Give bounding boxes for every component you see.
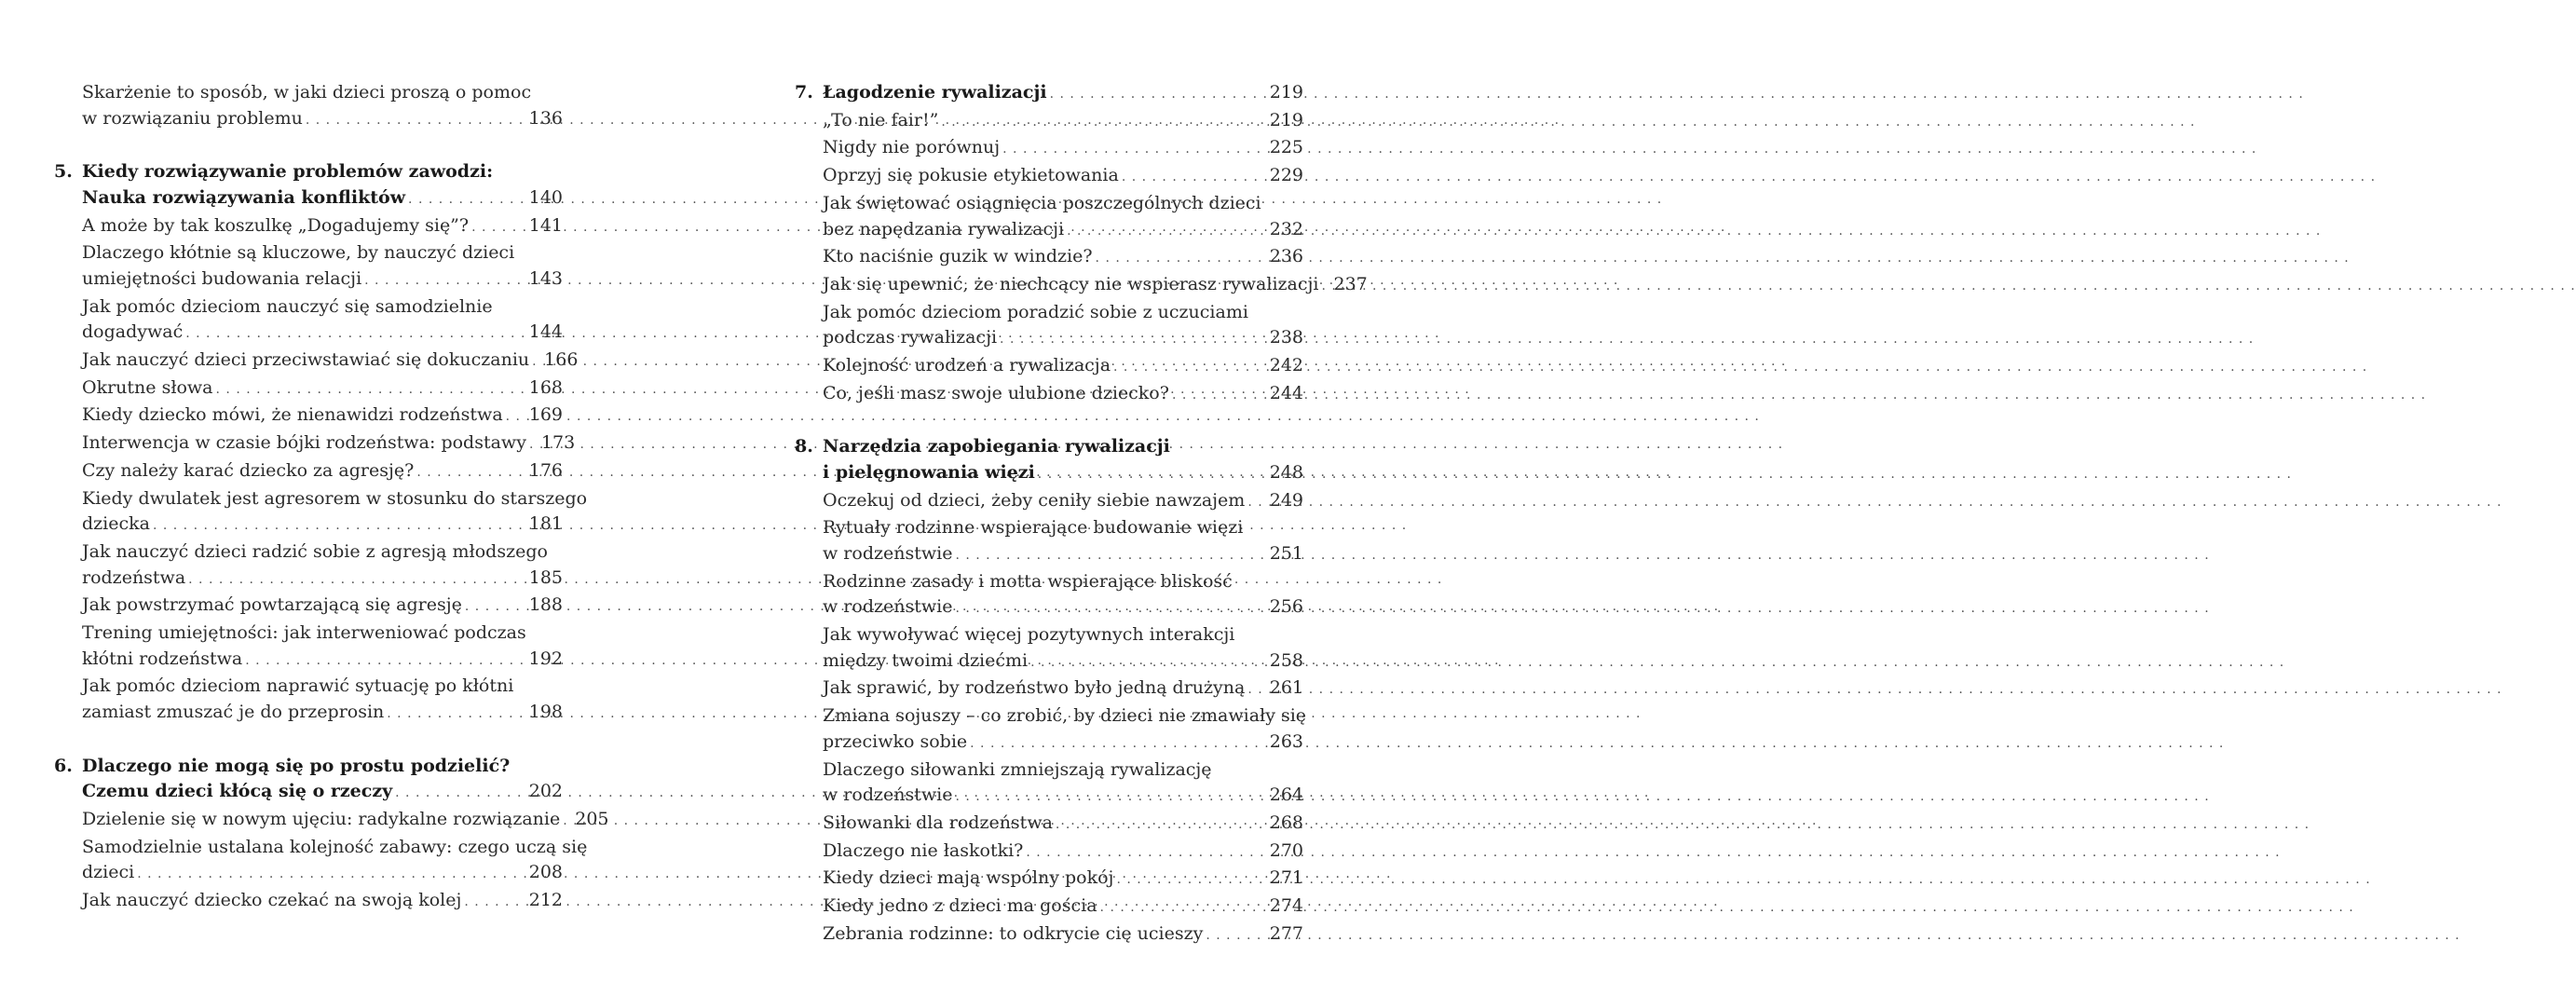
toc-page-number: 181 (528, 513, 563, 535)
toc-page-number: 198 (528, 702, 563, 723)
toc-entry-line (823, 622, 1303, 648)
toc-entry-text: Zmiana sojuszy – co zrobić, by dzieci nie zmawiały się (823, 705, 1307, 727)
toc-entry-line (82, 185, 563, 213)
toc-page-number: 208 (528, 862, 563, 883)
dot-leader (387, 702, 525, 728)
toc-entry-line (823, 675, 1303, 703)
toc-entry-line (823, 515, 1303, 541)
chapter-block (795, 434, 1307, 948)
toc-page-number: 219 (1269, 82, 1303, 102)
toc-entry-line (82, 539, 563, 566)
toc-entry[interactable] (823, 839, 1303, 866)
toc-entry-line (82, 566, 563, 594)
dot-leader (1026, 840, 1266, 866)
toc-page-number: 185 (528, 566, 563, 588)
toc-entry[interactable] (82, 674, 563, 727)
toc-entry-line (823, 163, 1303, 191)
toc-entry-line (823, 921, 1303, 949)
toc-entry-line (82, 294, 563, 321)
dot-leader (529, 432, 538, 458)
toc-entry-text: dzieci (82, 862, 135, 883)
left-chapters (54, 159, 609, 916)
chapter-title[interactable] (82, 754, 563, 807)
dot-leader (1100, 895, 1267, 921)
toc-entry-text: Rytuały rodzinne wspierające budowanie więzi (823, 517, 1244, 539)
toc-entry[interactable] (823, 894, 1303, 921)
toc-entry-line (823, 703, 1307, 730)
toc-entry-text: Kolejność urodzeń a rywalizacja (823, 355, 1111, 376)
toc-entry-line (823, 757, 1303, 784)
dot-leader (1056, 812, 1267, 839)
toc-entry-text: Jak sprawić, by rodzeństwo było jedną drużyną (823, 677, 1246, 699)
toc-page-number: 251 (1269, 542, 1303, 564)
toc-entry[interactable] (823, 866, 1303, 894)
toc-entry[interactable] (823, 703, 1307, 757)
toc-entry-text: A może by tak koszulkę „Dogadujemy się”? (82, 214, 470, 236)
dot-leader (1002, 137, 1267, 163)
toc-entry-text: Czy należy karać dziecko za agresję? (82, 459, 415, 481)
toc-entry[interactable] (823, 272, 1368, 300)
dot-leader (1122, 165, 1267, 191)
right-page (795, 80, 1368, 948)
dot-leader (1116, 867, 1266, 894)
toc-entry-text: Trening umiejętności: jak interweniować podczas (82, 622, 526, 644)
toc-page-number: 271 (1269, 867, 1303, 889)
toc-page-number: 268 (1269, 812, 1303, 833)
toc-entry[interactable] (823, 300, 1303, 353)
toc-page-number: 244 (1269, 382, 1303, 403)
dot-leader (1000, 327, 1267, 353)
toc-entry[interactable] (823, 569, 1303, 622)
dot-leader (1247, 677, 1266, 703)
toc-entry-text: Jak powstrzymać powtarzającą się agresję (82, 594, 462, 616)
toc-entry-line (82, 807, 609, 835)
toc-entry-text: Jak pomóc dzieciom poradzić sobie z uczuciami (823, 301, 1248, 322)
toc-entry[interactable] (82, 375, 563, 403)
toc-entry-line (82, 106, 563, 134)
dot-leader (153, 513, 526, 539)
toc-entry[interactable] (823, 244, 1303, 272)
dot-leader (465, 594, 526, 621)
toc-entry-text: Jak nauczyć dzieci radzić sobie z agresją młodszego (82, 540, 548, 562)
toc-page-number: 168 (528, 376, 563, 398)
toc-page-number: 242 (1269, 355, 1303, 376)
toc-entry[interactable] (82, 80, 563, 133)
chapter-title-text: i pielęgnowania więzi (823, 461, 1035, 483)
toc-entry-line (823, 191, 1303, 217)
chapter-number: 7. (795, 82, 813, 102)
toc-entry[interactable] (823, 108, 1303, 136)
toc-entry-line (823, 783, 1303, 811)
toc-entry-line (82, 320, 563, 348)
toc-entry-line (823, 839, 1303, 866)
toc-entry-line (823, 894, 1303, 921)
toc-entry[interactable] (82, 539, 563, 593)
toc-page-number: 258 (1269, 649, 1303, 671)
toc-entry-line (82, 593, 563, 621)
toc-entry-text: Dlaczego siłowanki zmniejszają rywalizację (823, 758, 1212, 780)
dot-leader (364, 268, 526, 294)
dot-leader (1321, 274, 1330, 300)
toc-entry-text: dziecka (82, 513, 150, 535)
toc-page-number: 188 (528, 594, 563, 616)
toc-entry-text: bez napędzania rywalizacji (823, 218, 1065, 239)
toc-entry-line (823, 569, 1303, 595)
toc-entry-line (823, 866, 1303, 894)
toc-entry-line (82, 486, 588, 512)
dot-leader (1038, 462, 1267, 488)
toc-entry-line (82, 375, 563, 403)
dot-leader (1172, 383, 1267, 409)
toc-page-number: 144 (528, 321, 563, 343)
toc-entry-line (823, 434, 1303, 460)
toc-page-number: 176 (528, 459, 563, 481)
dot-leader (416, 460, 525, 486)
chapter-title-text: Nauka rozwiązywania konfliktów (82, 186, 406, 208)
toc-entry[interactable] (823, 163, 1303, 191)
chapter-number: 6. (54, 755, 73, 776)
toc-page-number: 169 (528, 404, 563, 426)
toc-page-number: 202 (528, 781, 563, 802)
toc-entry-line (823, 594, 1303, 622)
toc-entry[interactable] (82, 402, 563, 430)
toc-entry[interactable] (82, 348, 579, 375)
toc-entry-line (82, 430, 576, 458)
toc-entry-line (82, 700, 563, 728)
toc-entry-line (82, 348, 579, 375)
toc-entry-text: Okrutne słowa (82, 376, 213, 398)
toc-entry-text: Dlaczego nie łaskotki? (823, 839, 1024, 861)
toc-page-number: 140 (528, 186, 563, 208)
dot-leader (1050, 82, 1267, 108)
toc-page-number: 219 (1269, 109, 1303, 130)
toc-entry-line (823, 541, 1303, 569)
toc-entry-text: Rodzinne zasady i motta wspierające bliskość (823, 570, 1233, 592)
toc-entry[interactable] (823, 622, 1303, 675)
dot-leader (245, 648, 525, 675)
dot-leader (188, 567, 526, 594)
toc-entry-line (823, 381, 1303, 409)
dot-leader (1030, 650, 1267, 676)
toc-entry-line (82, 402, 563, 430)
toc-entry[interactable] (82, 593, 563, 621)
toc-entry[interactable] (823, 921, 1303, 949)
left-page (54, 80, 609, 916)
dot-leader (955, 785, 1266, 811)
toc-entry-text: Oczekuj od dzieci, żeby ceniły siebie nawzajem (823, 489, 1246, 511)
toc-entry[interactable] (82, 213, 563, 241)
toc-entry-line (823, 648, 1303, 676)
toc-page-number: 225 (1269, 137, 1303, 158)
chapter-title-text: Czemu dzieci kłócą się o rzeczy (82, 781, 393, 802)
toc-entry-text: w rodzeństwie (823, 596, 953, 618)
toc-entry[interactable] (823, 488, 1303, 516)
toc-page-number: 277 (1269, 922, 1303, 944)
toc-entry-text: Kiedy jedno z dzieci ma gościa (823, 895, 1097, 917)
toc-entry-line (82, 647, 563, 675)
toc-entry[interactable] (823, 811, 1303, 839)
toc-entry-line (82, 458, 563, 486)
dot-leader (216, 377, 526, 403)
toc-entry-text: w rozwiązaniu problemu (82, 107, 303, 129)
toc-entry-line (82, 512, 563, 539)
toc-page-number: 229 (1269, 165, 1303, 186)
chapter-title-text: Dlaczego nie mogą się po prostu podzielić? (82, 755, 511, 776)
toc-entry[interactable] (82, 835, 588, 888)
dot-leader (506, 404, 526, 430)
dot-leader (395, 781, 526, 807)
right-chapters (795, 80, 1368, 948)
toc-entry-line (82, 621, 563, 647)
toc-entry-line (823, 488, 1303, 516)
toc-entry-line (823, 217, 1303, 245)
toc-entry-line (823, 353, 1303, 381)
toc-entry-text: przeciwko sobie (823, 730, 968, 752)
toc-entry-text: Dzielenie się w nowym ujęciu: radykalne rozwiązanie (82, 808, 561, 829)
toc-entry[interactable] (82, 458, 563, 486)
continuation-block (54, 80, 563, 133)
toc-entry-text: Dlaczego kłótnie są kluczowe, by nauczyć dzieci (82, 242, 515, 264)
chapter-block (54, 159, 588, 728)
toc-entry-line (82, 860, 563, 888)
toc-entry[interactable] (823, 135, 1303, 163)
toc-page-number: 263 (1269, 730, 1303, 752)
dot-leader (471, 215, 526, 241)
toc-page-number: 136 (528, 107, 563, 129)
toc-entry-text: „To nie fair!” (823, 109, 939, 130)
toc-entry-text: Jak się upewnić, że niechcący nie wspierasz rywalizacji (823, 273, 1319, 294)
toc-page-number: 205 (575, 808, 609, 829)
toc-entry[interactable] (82, 888, 563, 916)
chapter-title[interactable] (823, 80, 1303, 108)
toc-entry-line (82, 213, 563, 241)
dot-leader (306, 108, 526, 134)
toc-entry-text: Oprzyj się pokusie etykietowania (823, 165, 1119, 186)
chapter-number: 5. (54, 161, 73, 183)
dot-leader (532, 349, 541, 375)
toc-page-number: 264 (1269, 785, 1303, 806)
toc-entry-text: Jak pomóc dzieciom naprawić sytuację po kłótni (82, 675, 514, 697)
dot-leader (1067, 219, 1267, 245)
toc-page-number: 141 (528, 214, 563, 236)
toc-entry[interactable] (82, 807, 609, 835)
toc-entry-text: Zebrania rodzinne: to odkrycie cię ucieszy (823, 922, 1204, 944)
toc-page-number: 238 (1269, 327, 1303, 348)
chapter-title[interactable] (823, 434, 1303, 487)
toc-entry-text: Nigdy nie porównuj (823, 137, 1001, 158)
toc-entry-text: Jak nauczyć dziecko czekać na swoją kolej (82, 890, 462, 911)
chapter-title-text: Kiedy rozwiązywanie problemów zawodzi: (82, 161, 494, 183)
toc-entry[interactable] (823, 191, 1303, 244)
toc-page-number: 232 (1269, 218, 1303, 239)
dot-leader (970, 731, 1267, 757)
chapter-title[interactable] (82, 159, 563, 212)
toc-entry-text: Kiedy dwulatek jest agresorem w stosunku do starszego (82, 487, 588, 509)
toc-entry[interactable] (823, 757, 1303, 811)
toc-entry-text: Siłowanki dla rodzeństwa (823, 812, 1053, 833)
toc-entry-text: kłótni rodzeństwa (82, 648, 243, 669)
toc-entry-line (82, 835, 588, 861)
toc-entry-line (823, 300, 1303, 326)
toc-entry-line (82, 159, 563, 185)
toc-entry-line (82, 754, 563, 780)
toc-entry-text: Jak wywoływać więcej pozytywnych interakcji (823, 624, 1235, 646)
toc-entry-line (823, 244, 1303, 272)
dot-leader (563, 809, 572, 835)
toc-page-number: 248 (1269, 461, 1303, 483)
toc-entry-line (82, 240, 563, 266)
toc-page-number: 166 (544, 349, 579, 371)
chapter-block (795, 80, 1368, 408)
toc-entry-text: Kiedy dzieci mają wspólny pokój (823, 867, 1114, 889)
toc-entry-line (823, 730, 1303, 757)
toc-entry[interactable] (823, 353, 1303, 381)
chapter-title-text: Narzędzia zapobiegania rywalizacji (823, 436, 1170, 457)
toc-entry-line (823, 80, 1303, 108)
toc-entry[interactable] (82, 430, 576, 458)
toc-page-number: 261 (1269, 677, 1303, 699)
toc-entry-text: podczas rywalizacji (823, 327, 998, 348)
toc-entry-text: Kiedy dziecko mówi, że nienawidzi rodzeństwa (82, 404, 503, 426)
toc-entry-line (823, 460, 1303, 488)
toc-entry-text: umiejętności budowania relacji (82, 267, 362, 289)
dot-leader (1247, 490, 1266, 516)
toc-entry-line (823, 108, 1303, 136)
dot-leader (137, 862, 526, 888)
toc-entry-text: zamiast zmuszać je do przeprosin (82, 702, 385, 723)
toc-entry-text: Interwencja w czasie bójki rodzeństwa: podstawy (82, 432, 526, 454)
toc-page-number: 274 (1269, 895, 1303, 917)
dot-leader (1113, 355, 1267, 381)
toc-entry-text: Jak nauczyć dzieci przeciwstawiać się dokuczaniu (82, 349, 530, 371)
toc-entry-text: w rodzeństwie (823, 542, 953, 564)
toc-entry-line (82, 80, 563, 106)
toc-page-number: 256 (1269, 596, 1303, 618)
dot-leader (408, 187, 526, 213)
toc-page-number: 249 (1269, 489, 1303, 511)
toc-entry-text: w rodzeństwie (823, 785, 953, 806)
toc-entry-text: Skarżenie to sposób, w jaki dzieci proszą o pomoc (82, 82, 532, 102)
toc-entry[interactable] (823, 675, 1303, 703)
toc-entry[interactable] (823, 515, 1303, 568)
toc-entry-text: Co, jeśli masz swoje ulubione dziecko? (823, 382, 1169, 403)
dot-leader (1206, 923, 1266, 949)
dot-leader (941, 110, 1266, 136)
toc-entry-text: Kto naciśnie guzik w windzie? (823, 246, 1093, 267)
chapter-number: 8. (795, 436, 813, 457)
chapter-block (54, 754, 609, 916)
toc-entry-line (823, 325, 1303, 353)
chapter-title-text: Łagodzenie rywalizacji (823, 82, 1047, 102)
toc-entry-line (82, 266, 563, 294)
dot-leader (185, 321, 526, 348)
toc-entry-line (82, 888, 563, 916)
toc-entry-line (82, 674, 563, 700)
toc-page-number: 212 (528, 890, 563, 911)
toc-entry[interactable] (823, 381, 1303, 409)
toc-page-number: 173 (540, 432, 576, 454)
toc-entry-text: Jak pomóc dzieciom nauczyć się samodzielnie (82, 295, 493, 317)
dot-leader (955, 596, 1266, 622)
toc-entry-line (823, 135, 1303, 163)
toc-page-number: 192 (528, 648, 563, 669)
toc-entry[interactable] (82, 240, 563, 293)
toc-entry-line (823, 811, 1303, 839)
toc-entry-text: Samodzielnie ustalana kolejność zabawy: czego uczą się (82, 836, 588, 857)
dot-leader (464, 890, 525, 916)
toc-page-number: 236 (1269, 246, 1303, 267)
toc-page-number: 143 (528, 267, 563, 289)
toc-entry[interactable] (82, 486, 588, 539)
toc-entry-text: dogadywać (82, 321, 184, 343)
toc-entry-line (82, 779, 563, 807)
toc-page-number: 270 (1269, 839, 1303, 861)
toc-entry[interactable] (82, 621, 563, 674)
dot-leader (955, 543, 1266, 569)
dot-leader (1096, 246, 1267, 272)
toc-entry-text: Jak świętować osiągnięcia poszczególnych dzieci (823, 192, 1261, 213)
toc-entry-text: między twoimi dziećmi (823, 649, 1029, 671)
toc-entry-line (823, 272, 1368, 300)
toc-entry[interactable] (82, 294, 563, 348)
toc-entry-text: rodzeństwa (82, 566, 186, 588)
toc-page-number: 237 (1333, 273, 1368, 294)
